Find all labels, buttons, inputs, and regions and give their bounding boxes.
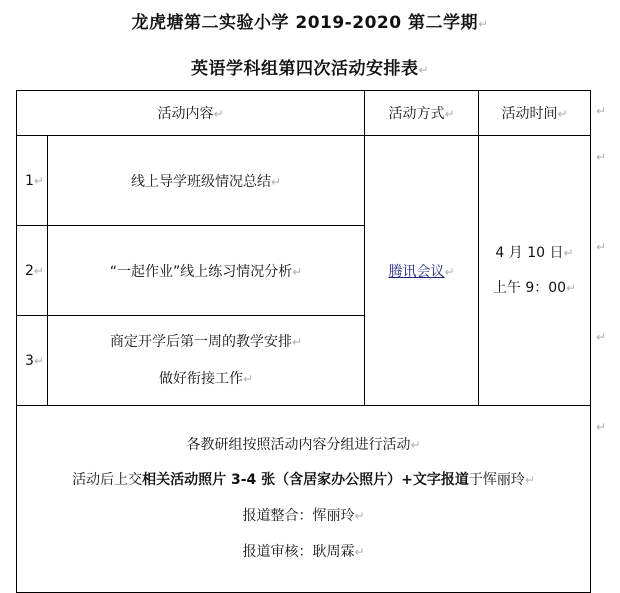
note-line: 报道整合：恽丽玲↵: [242, 508, 365, 524]
document-subtitle: [0, 54, 620, 79]
activity-date: 4 月 10 日: [495, 244, 564, 261]
header-time: 活动时间↵: [479, 91, 591, 136]
note-emphasis: 相关活动照片 3-4 张（含居家办公照片）+文字报道: [142, 472, 469, 489]
item-number: 2↵: [17, 226, 48, 316]
note-line: 报道审核：耿周霖↵: [242, 543, 365, 560]
paragraph-mark-icon: ↵: [33, 263, 44, 278]
paragraph-mark-icon: ↵: [213, 107, 224, 121]
paragraph-mark-icon: ↵: [270, 174, 282, 189]
activity-clock: 上午 9：00: [492, 279, 567, 296]
notes-cell: [17, 406, 591, 593]
item-content: “一起作业”线上练习情况分析↵: [48, 226, 365, 316]
paragraph-mark-icon: ↵: [557, 107, 568, 121]
note-line: 活动后上交相关活动照片 3-4 张（含居家办公照片）+文字报道于恽丽玲↵: [72, 472, 535, 489]
title-text: 龙虎塘第二实验小学 2019-2020 第二学期: [131, 13, 478, 33]
table-header-row: [17, 91, 591, 136]
paragraph-mark-icon: ↵: [242, 371, 254, 386]
activity-method: [365, 136, 479, 406]
paragraph-mark-icon: ↵: [354, 544, 365, 559]
notes-row: [17, 406, 591, 593]
item-number: 1↵: [17, 136, 48, 226]
paragraph-mark-icon: ↵: [354, 509, 365, 523]
paragraph-mark-icon: ↵: [418, 63, 430, 77]
paragraph-mark-icon: ↵: [291, 335, 303, 350]
row-end-mark-icon: ↵: [596, 330, 607, 344]
paragraph-mark-icon: ↵: [410, 437, 421, 452]
document-title: [0, 8, 620, 33]
row-end-mark-icon: ↵: [596, 420, 607, 434]
paragraph-mark-icon: ↵: [566, 280, 577, 295]
row-end-mark-icon: ↵: [596, 150, 607, 164]
paragraph-mark-icon: ↵: [477, 17, 489, 31]
method-link[interactable]: 腾讯会议: [388, 263, 445, 280]
paragraph-mark-icon: ↵: [524, 473, 535, 488]
row-end-mark-icon: ↵: [596, 240, 607, 254]
table-row: [17, 136, 591, 226]
paragraph-mark-icon: ↵: [444, 107, 455, 121]
schedule-table: [16, 90, 591, 593]
item-content: 线上导学班级情况总结↵: [48, 136, 365, 226]
row-end-mark-icon: ↵: [596, 104, 607, 118]
paragraph-mark-icon: ↵: [33, 353, 44, 368]
note-line: 各教研组按照活动内容分组进行活动↵: [186, 436, 421, 453]
header-content: 活动内容↵: [17, 91, 365, 136]
paragraph-mark-icon: ↵: [444, 264, 455, 279]
item-number: 3↵: [17, 316, 48, 406]
subtitle-text: 英语学科组第四次活动安排表: [190, 59, 419, 79]
item-content: 商定开学后第一周的教学安排↵ 做好衔接工作↵: [48, 316, 365, 406]
paragraph-mark-icon: ↵: [33, 173, 44, 188]
paragraph-mark-icon: ↵: [292, 264, 303, 279]
header-method: 活动方式↵: [365, 91, 479, 136]
activity-time: [479, 136, 591, 406]
paragraph-mark-icon: ↵: [563, 245, 574, 260]
